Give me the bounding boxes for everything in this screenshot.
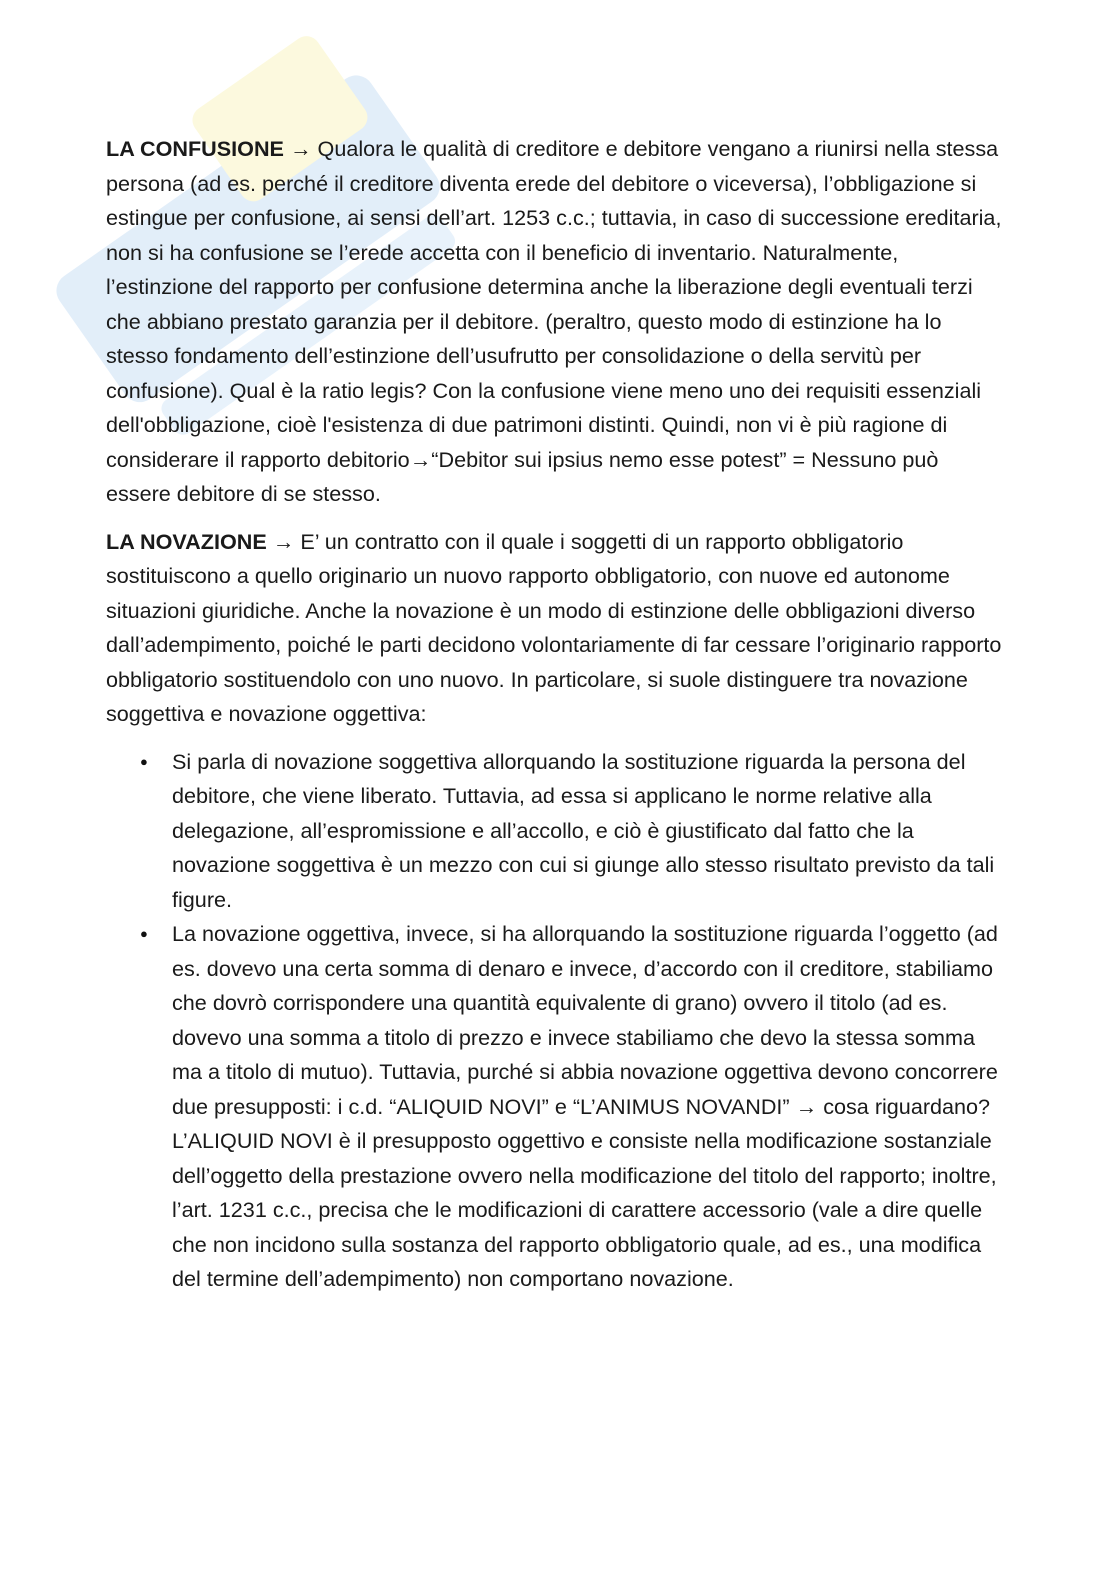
paragraph-novazione-text: E’ un contratto con il quale i soggetti di un rapporto obbligatorio sostituiscono a quello originario un nuovo rapporto obbligatorio, con nuove ed autonome situazioni giuridiche. Anche la novazione è un modo di estinzione delle obbligazioni diverso dall’adempimento, poiché le parti decidono volontariamente di far cessare l’originario rapporto obbligatorio sostituendolo con uno nuovo. In particolare, si suole distinguere tra novazione soggettiva e novazione oggettiva:	[106, 528, 1002, 726]
list-item	[106, 917, 1006, 1297]
heading-confusione: LA CONFUSIONE	[106, 136, 284, 161]
bullet-text: Si parla di novazione soggettiva allorquando la sostituzione riguarda la persona del debitore, che viene liberato. Tuttavia, ad essa si applicano le norme relative alla delegazione, all’espromissione e all’accollo, e ciò è giustificato dal fatto che la novazione soggettiva è un mezzo con cui si giunge allo stesso risultato previsto da tali figure.	[172, 748, 995, 912]
paragraph-novazione	[106, 525, 1006, 732]
list-item	[106, 745, 1006, 918]
arrow-icon: →	[409, 446, 432, 472]
bullet-text-a: La novazione oggettiva, invece, si ha allorquando la sostituzione riguarda l’oggetto (ad es. dovevo una certa somma di denaro e invece, d’accordo con il creditore, stabiliamo che dovrò corrispondere una quantità equivalente di grano) ovvero il titolo (ad es. dovevo una somma a titolo di prezzo e invece stabiliamo che devo la stessa somma ma a titolo di mutuo). Tuttavia, purché si abbia novazione oggettiva devono concorrere due presupposti: i c.d. “ALIQUID NOVI” e “L’ANIMUS NOVANDI”	[172, 921, 998, 1119]
bullet-text-b: cosa riguardano? L’ALIQUID NOVI è il presupposto oggettivo e consiste nella modificazione sostanziale dell’oggetto della prestazione ovvero nella modificazione del titolo del rapporto; inoltre, l’art. 1231 c.c., precisa che le modificazioni di carattere accessorio (vale a dire quelle che non incidono sulla sostanza del rapporto obbligatorio quale, ad es., una modifica del termine dell’adempimento) non comportano novazione.	[172, 1093, 997, 1291]
bullet-list	[106, 745, 1006, 1297]
arrow-icon: →	[289, 136, 312, 161]
paragraph-confusione-end: “Debitor sui ipsius nemo esse potest” = Nessuno può essere debitore di se stesso.	[106, 446, 939, 506]
arrow-icon: →	[795, 1093, 818, 1119]
paragraph-confusione	[106, 132, 1006, 512]
arrow-icon: →	[272, 528, 295, 554]
heading-novazione: LA NOVAZIONE	[106, 528, 267, 554]
paragraph-confusione-text: Qualora le qualità di creditore e debitore vengano a riunirsi nella stessa persona (ad es. perché il creditore diventa erede del debitore o viceversa), l’obbligazione si estingue per confusione, ai sensi dell’art. 1253 c.c.; tuttavia, in caso di successione ereditaria, non si ha confusione se l’erede accetta con il beneficio di inventario. Naturalmente, l’estinzione del rapporto per confusione determina anche la liberazione degli eventuali terzi che abbiano prestato garanzia per il debitore. (peraltro, questo modo di estinzione ha lo stesso fondamento dell’estinzione dell’usufrutto per consolidazione o della servitù per confusione). Qual è la ratio legis? Con la confusione viene meno uno dei requisiti essenziali dell'obbligazione, cioè l'esistenza di due patrimoni distinti. Quindi, non vi è più ragione di considerare il rapporto debitorio	[106, 136, 1002, 472]
document-page	[106, 132, 1006, 1297]
